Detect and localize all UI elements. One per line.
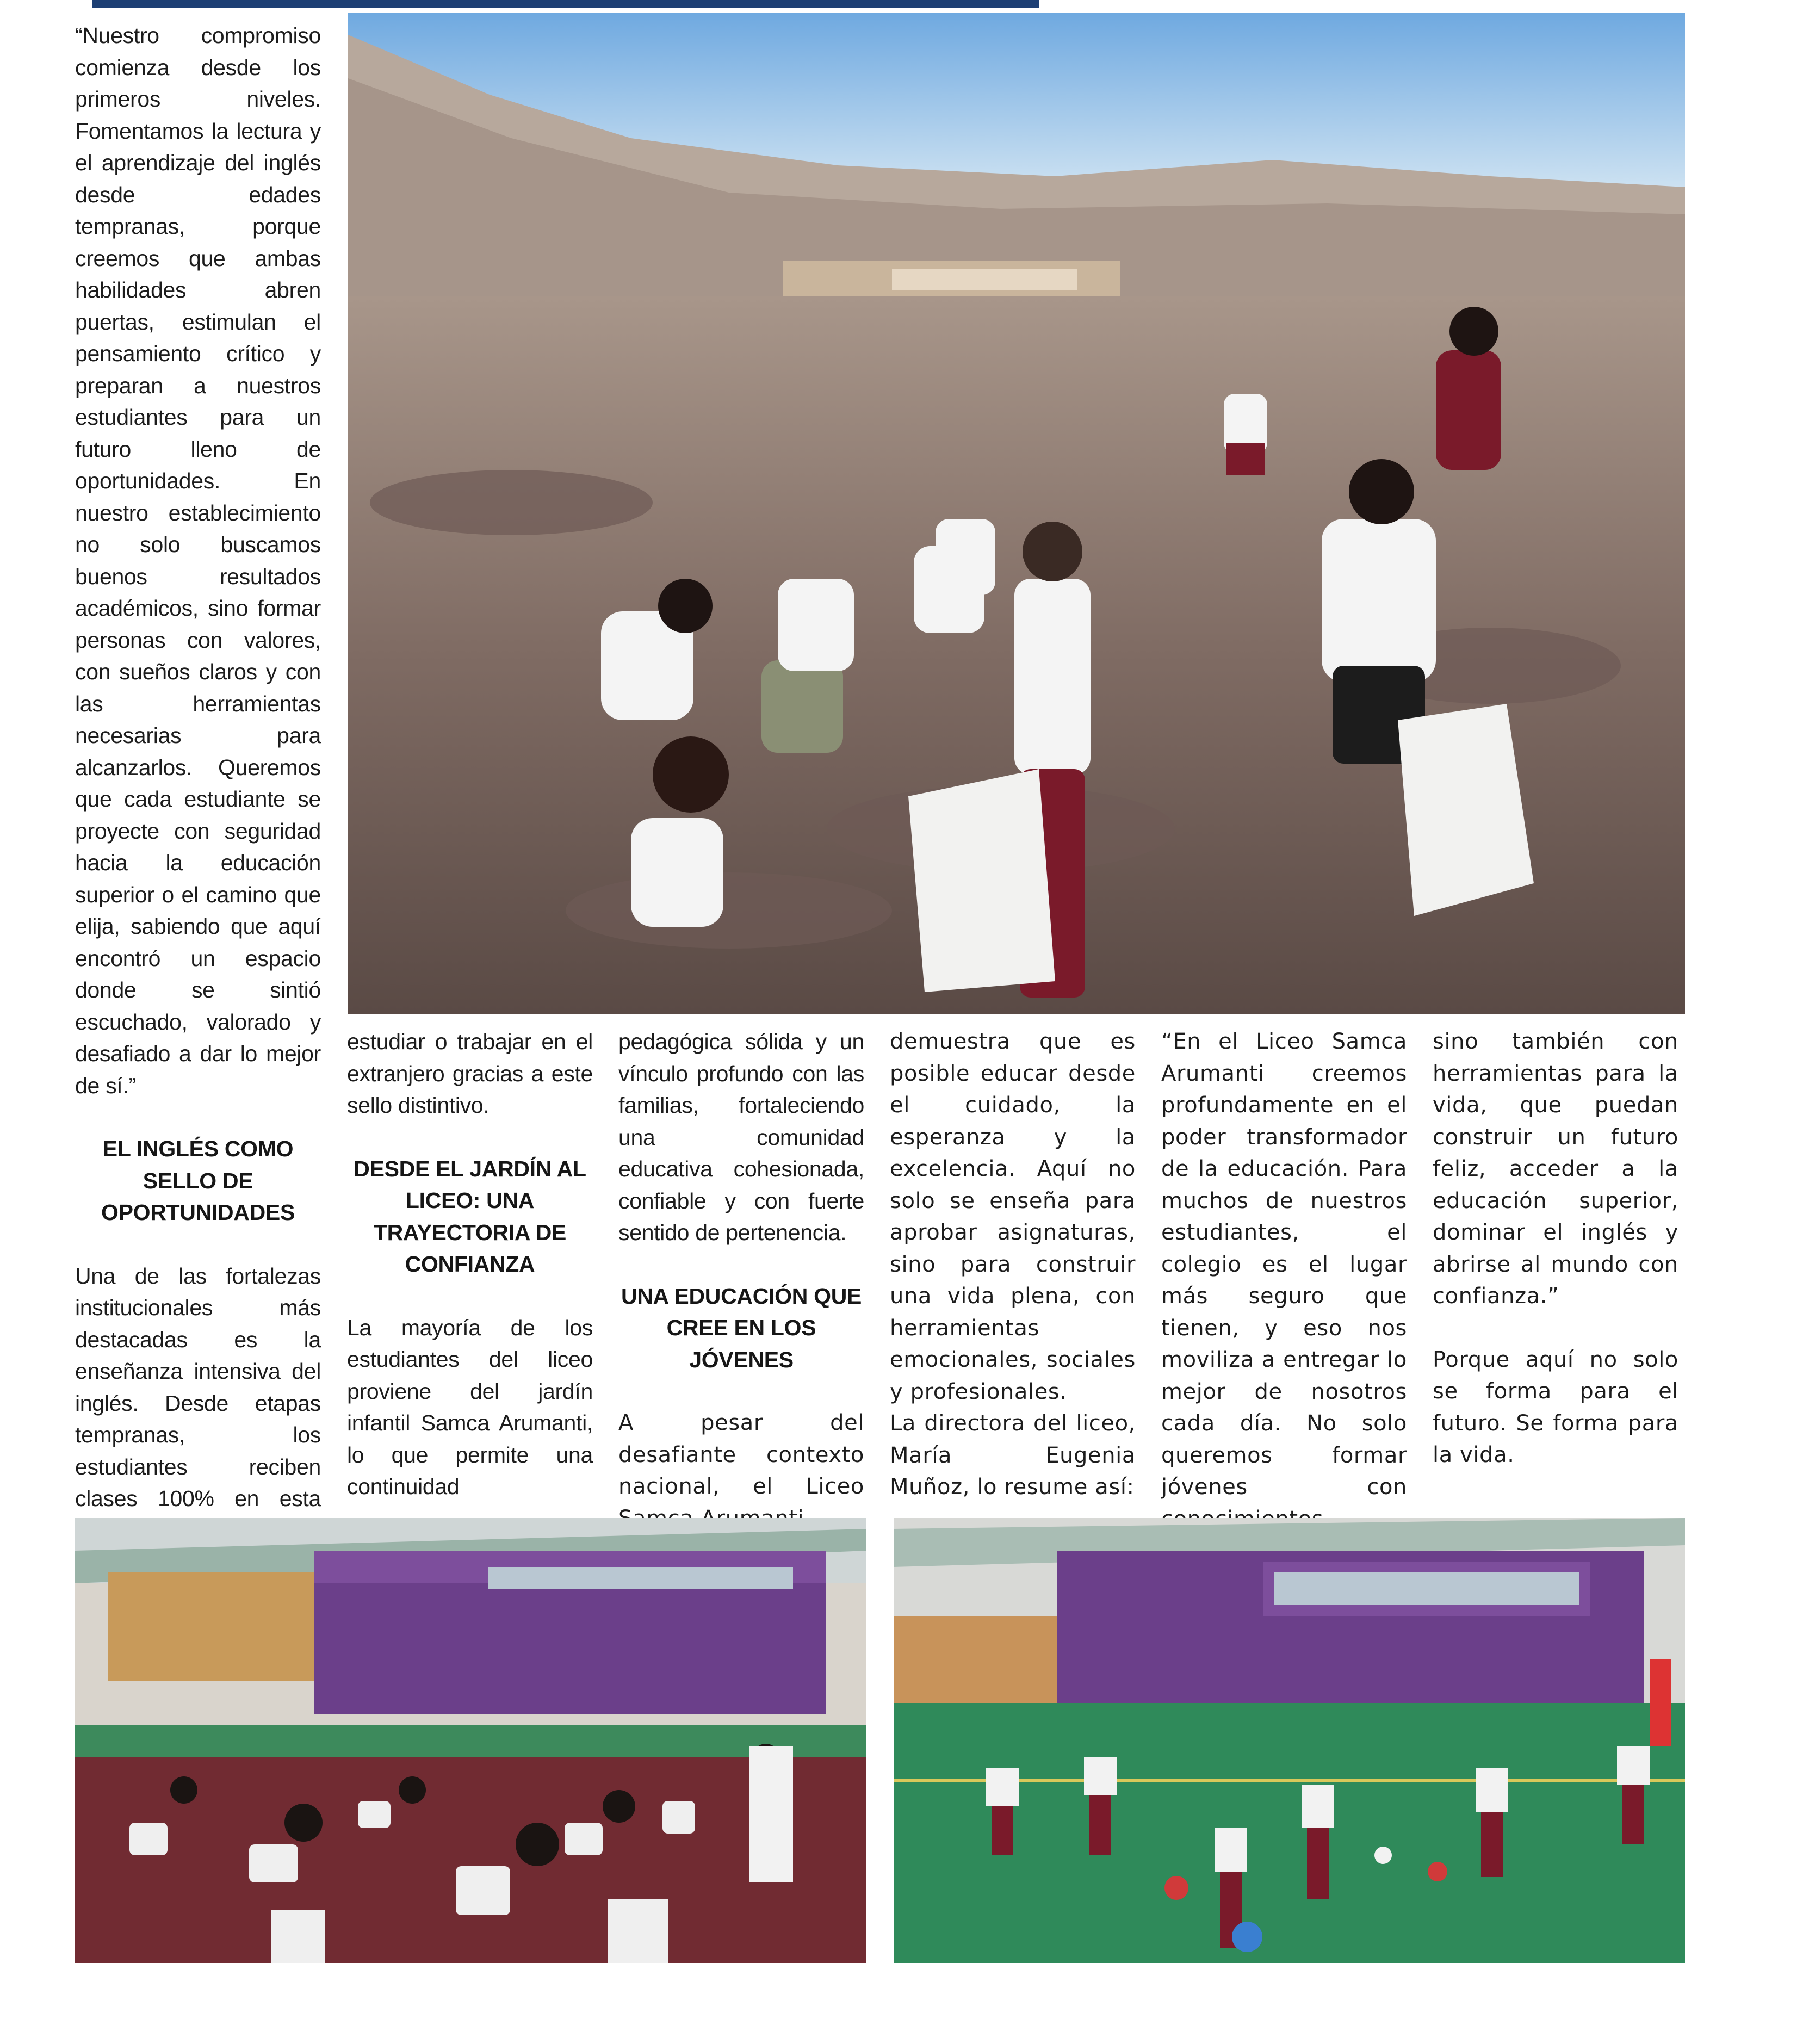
director-intro: La directora del liceo, María Eugenia Muñoz, lo resume así:	[890, 1411, 1136, 1500]
director-quote: “En el Liceo Samca Arumanti creemos profundamente en el poder transformador de la educación. Para muchos de nuestros estudiantes, el colegio es el lugar más seguro que tienen, y eso nos moviliza a entregar lo mejor de nosotros cada día. No solo queremos formar jóvenes con	[1161, 1029, 1407, 1500]
heading-youth: UNA EDUCACIÓN QUE CREE EN LOS JÓVENES	[621, 1283, 862, 1372]
english-paragraph-1: Una de las fortalezas institucionales más destacadas es la enseñanza intensiva del inglés. Desde etapas tempranas, los estudiantes reciben clases 100% en esta	[75, 1263, 321, 1511]
heading-english: EL INGLÉS COMO SELLO DE OPORTUNIDADES	[101, 1136, 295, 1225]
opening-quote: “Nuestro compromiso comienza desde los primeros niveles. Fomentamos la lectura y el aprendizaje del inglés desde edades tempranas, porque creemos que ambas habilidades abren puertas, estimulan el pensamiento crítico y preparan a nuestros estudiantes para un futuro lleno de oportunidades. En nuestro establecimiento no solo buscamos buenos resultados académicos, sino formar personas con valores, con sueños claros y con las herramientas necesarias para alcanzarlos. Queremos que cada estudiante se proyecte con seguridad hacia la educación superior o el camino que elija, sabiendo que aquí encontró un espacio donde se sintió escuchado, valorado y desafiado a dar lo mejor de sí.”	[75, 23, 321, 1098]
column-1	[75, 20, 321, 1737]
photo-desert-cleanup	[348, 13, 1685, 1014]
column-4	[890, 1026, 1136, 1503]
photo-school-assembly	[75, 1518, 866, 1963]
trajectory-paragraph: La mayoría de los estudiantes del liceo proviene del jardín infantil Samca Arumanti, lo que permite una continuidad	[347, 1315, 593, 1499]
column-5	[1161, 1026, 1407, 1535]
column-3	[618, 1026, 864, 1534]
youth-paragraph: A pesar del desafiante contexto nacional, el Liceo	[618, 1410, 864, 1499]
header-accent-bar	[92, 0, 1039, 8]
english-paragraph-continued: estudiar o trabajar en el extranjero gracias a este sello distintivo.	[347, 1029, 593, 1118]
photo-school-courtyard-games	[894, 1518, 1685, 1963]
heading-trajectory: DESDE EL JARDÍN AL LICEO: UNA TRAYECTORIA DE CONFIANZA	[354, 1156, 586, 1277]
seated-students	[75, 1744, 866, 1963]
closing-statement: Porque aquí no solo se forma para el futuro. Se forma para la vida.	[1433, 1347, 1678, 1467]
column-6	[1433, 1026, 1678, 1471]
trajectory-paragraph-continued: pedagógica sólida y un vínculo profundo con las familias, fortaleciendo una comunidad educativa cohesionada, confiable y con fuerte sentido de pertenencia.	[618, 1029, 864, 1245]
youth-paragraph-continued: demuestra que es posible educar desde el cuidado, la esperanza y la excelencia. Aquí no solo se enseña para aprobar asignaturas, sino para construir una vida plena, con herramientas emocionales, sociales y profesionales.	[890, 1029, 1136, 1404]
column-2	[347, 1026, 593, 1503]
director-quote-continued: sino también con herramientas para la vida, que puedan construir un futuro feliz, acceder a la educación superior, dominar el inglés y abrirse al mundo con confianza.”	[1433, 1029, 1678, 1309]
